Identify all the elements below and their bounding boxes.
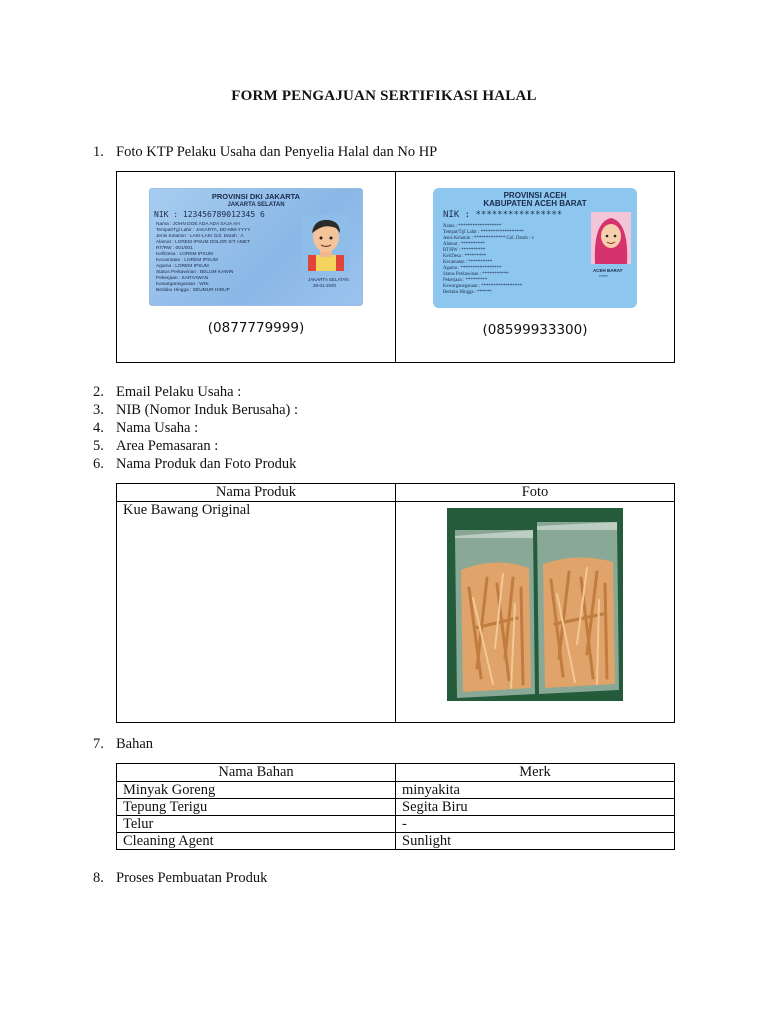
item-1: 1. Foto KTP Pelaku Usaha dan Penyelia Halal dan No HP <box>93 144 438 160</box>
item-8: 8. Proses Pembuatan Produk <box>93 870 268 886</box>
item-4: 4. Nama Usaha : <box>93 420 199 436</box>
product-table <box>116 483 675 723</box>
item-2: 2. Email Pelaku Usaha : <box>93 384 242 400</box>
table-row <box>117 799 675 816</box>
item-7: 7. Bahan <box>93 736 154 752</box>
table-row <box>117 782 675 799</box>
phone-number-2: (08599933300) <box>482 322 588 338</box>
bahan-brand: Sunlight <box>396 833 675 850</box>
table-row <box>117 833 675 850</box>
bahan-brand: - <box>396 816 675 833</box>
ktp-card-aceh-fields: Nama : ****************** Tempat/Tgl Lahir : ****************** Jenis Kelamin : ************* Gol. Darah : x Alamat : ********** RT/RW : ********** Kel/Desa : ********* Kecamatan : ********** Agama : ***************** Status Perkawinan : *********** Pekerjaan : ********* Kewarganegaraan : ***************** Berlaku Hingga : ****** <box>443 224 534 295</box>
bahan-table <box>116 763 675 850</box>
bahan-name-header: Nama Bahan <box>117 764 396 782</box>
bahan-name: Tepung Terigu <box>117 799 396 816</box>
bahan-name: Minyak Goreng <box>117 782 396 799</box>
item-5: 5. Area Pemasaran : <box>93 438 219 454</box>
bahan-brand-header: Merk <box>396 764 675 782</box>
bahan-name: Telur <box>117 816 396 833</box>
ktp-table <box>116 171 675 363</box>
ktp-card-aceh: PROVINSI ACEH KABUPATEN ACEH BARAT NIK : **************** Nama : ****************** Tempat/Tgl Lahir : ****************** Jenis Kelamin : ************* Gol. Darah : x Alamat : ********** RT/RW : ********** Kel/Desa : ********* Kecamatan : ********** Agama : ***************** Status Perkawinan : *********** Pekerjaan : ********* Kewarganegaraan : ***************** Berlaku Hingga : ****** ACEH BARAT ***** <box>433 188 637 308</box>
ktp-cell-2 <box>396 172 675 363</box>
phone-number-1: (0877779999) <box>207 320 305 336</box>
product-photo-cell <box>396 502 675 723</box>
form-title: FORM PENGAJUAN SERTIFIKASI HALAL <box>231 88 537 104</box>
product-name-cell: Kue Bawang Original <box>117 502 396 723</box>
ktp-card-jakarta-fields: Nama : JOHN DOE ADA ADA SAJA AH Tempat/Tgl Lahir : JAKARTA, DD-MM-YYYY Jenis Kelamin : LAKI-LAKI Gol. Darah : A Alamat : LOREM IPSUM DOLOR SIT AMET RT/RW : 001/001 Kel/Desa : LOREM IPSUM Kecamatan : LOREM IPSUM Agama : LOREM IPSUM Status Perkawinan : BELUM KAWIN Pekerjaan : KARYAWAN Kewarganegaraan : WNI Berlaku Hingga : SEUMUR HIDUP <box>156 222 251 293</box>
item-3: 3. NIB (Nomor Induk Berusaha) : <box>93 402 299 418</box>
ktp-card-jakarta: PROVINSI DKI JAKARTA JAKARTA SELATAN NIK : 123456789012345 6 Nama : JOHN DOE ADA ADA SAJA AH Tempat/Tgl Lahir : JAKARTA, DD-MM-YYYY Jenis Kelamin : LAKI-LAKI Gol. Darah : A Alamat : LOREM IPSUM DOLOR SIT AMET RT/RW : 001/001 Kel/Desa : LOREM IPSUM Kecamatan : LOREM IPSUM Agama : LOREM IPSUM Status Perkawinan : BELUM KAWIN Pekerjaan : KARYAWAN Kewarganegaraan : WNI Berlaku Hingga : SEUMUR HIDUP JAKARTA SELATAN 28-01-2020 <box>149 188 363 306</box>
table-row <box>117 816 675 833</box>
product-photo <box>447 508 623 701</box>
bahan-name: Cleaning Agent <box>117 833 396 850</box>
male-avatar-icon <box>302 215 350 271</box>
item-6: 6. Nama Produk dan Foto Produk <box>93 456 297 472</box>
female-avatar-icon <box>591 212 631 264</box>
product-photo-header: Foto <box>396 484 675 502</box>
bahan-brand: Segita Biru <box>396 799 675 816</box>
product-name-header: Nama Produk <box>117 484 396 502</box>
ktp-cell-1 <box>117 172 396 363</box>
bahan-brand: minyakita <box>396 782 675 799</box>
